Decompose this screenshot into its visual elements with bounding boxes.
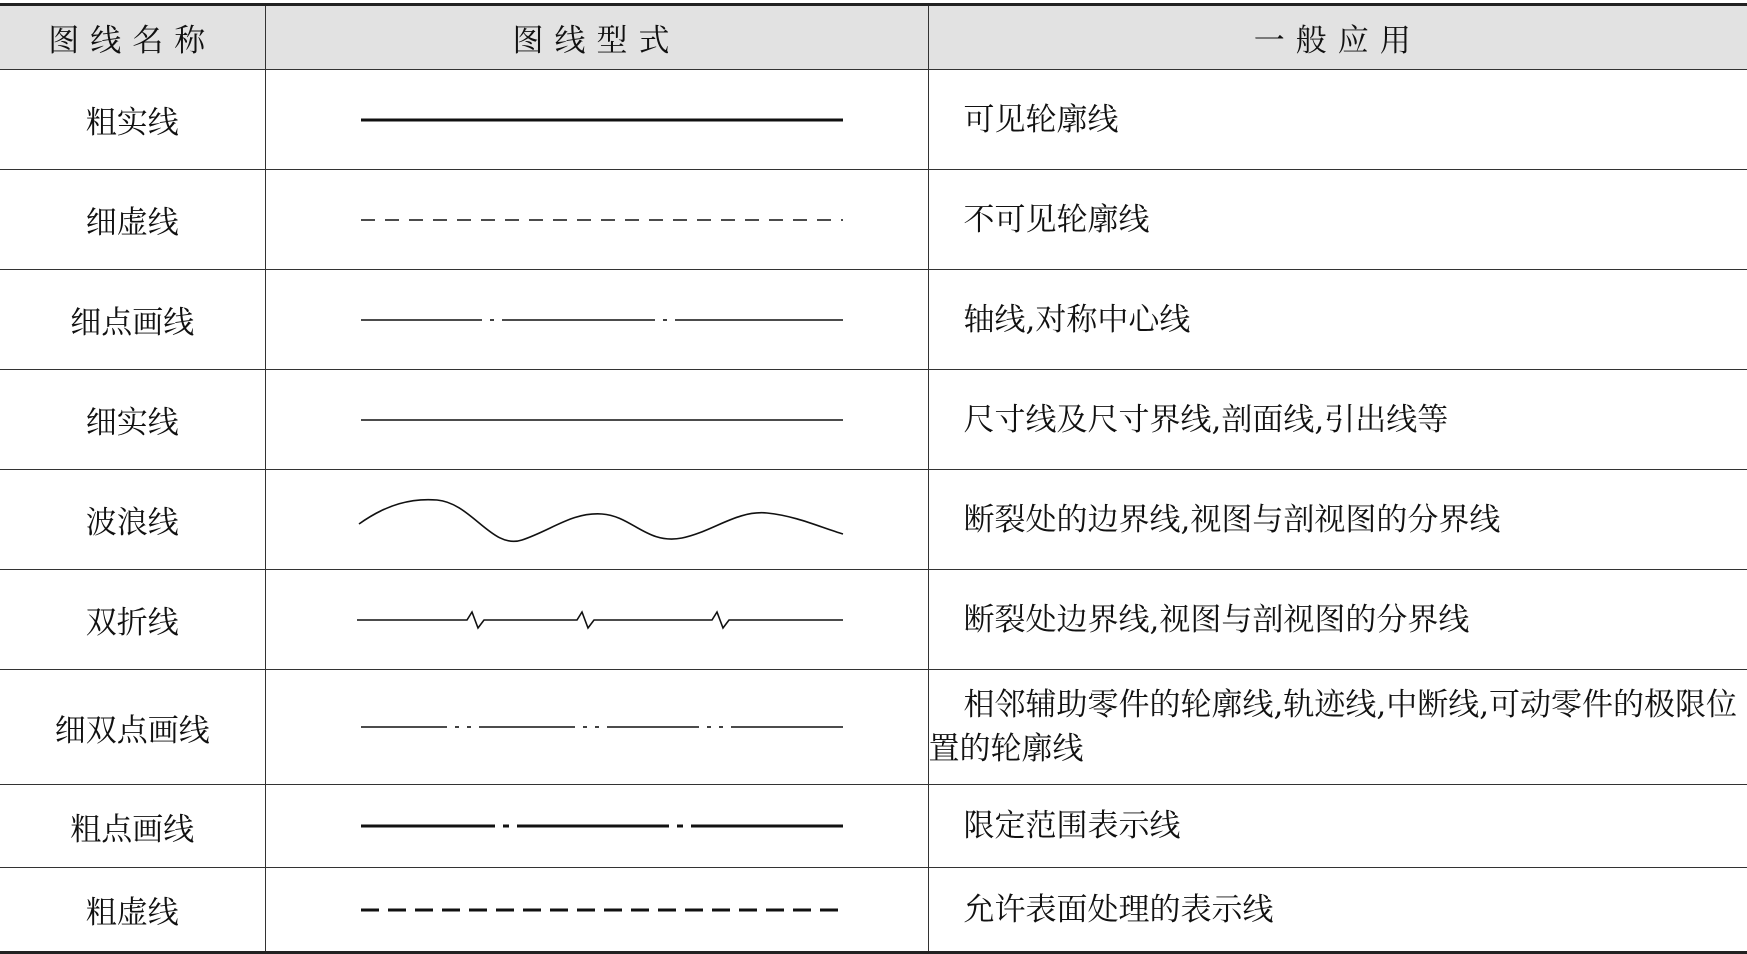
line-name-cell: 粗实线 xyxy=(0,70,265,170)
thick-solid-line-sample xyxy=(347,108,847,132)
line-name-cell: 细虚线 xyxy=(0,170,265,270)
line-name-cell: 粗虚线 xyxy=(0,868,265,953)
table-row xyxy=(0,868,1747,953)
line-pattern-cell xyxy=(265,785,928,868)
table-row xyxy=(0,170,1747,270)
line-name-cell: 双折线 xyxy=(0,570,265,670)
line-pattern-cell xyxy=(265,470,928,570)
line-pattern-cell xyxy=(265,370,928,470)
table-row xyxy=(0,670,1747,785)
line-pattern-cell xyxy=(265,270,928,370)
line-pattern-cell xyxy=(265,570,928,670)
thin-double-dash-dot-line-sample xyxy=(347,715,847,739)
table-row xyxy=(0,270,1747,370)
thick-dashed-line-sample xyxy=(347,898,847,922)
header-general-usage: 一般应用 xyxy=(928,5,1747,70)
table-row xyxy=(0,370,1747,470)
table-row xyxy=(0,785,1747,868)
line-types-table xyxy=(0,3,1747,954)
usage-cell: 不可见轮廓线 xyxy=(928,170,1747,270)
thin-dash-dot-line-sample xyxy=(347,308,847,332)
header-line-pattern: 图线型式 xyxy=(265,5,928,70)
thick-dash-dot-line-sample xyxy=(347,814,847,838)
wavy-line-sample xyxy=(347,490,847,550)
line-pattern-cell xyxy=(265,170,928,270)
line-name-cell: 粗点画线 xyxy=(0,785,265,868)
table-row xyxy=(0,70,1747,170)
usage-cell: 相邻辅助零件的轮廓线,轨迹线,中断线,可动零件的极限位置的轮廓线 xyxy=(928,670,1747,785)
usage-cell: 轴线,对称中心线 xyxy=(928,270,1747,370)
line-name-cell: 细点画线 xyxy=(0,270,265,370)
line-pattern-cell xyxy=(265,70,928,170)
table-row xyxy=(0,470,1747,570)
usage-cell: 允许表面处理的表示线 xyxy=(928,868,1747,953)
line-pattern-cell xyxy=(265,670,928,785)
line-name-cell: 细实线 xyxy=(0,370,265,470)
line-name-cell: 波浪线 xyxy=(0,470,265,570)
table-row xyxy=(0,570,1747,670)
usage-cell: 断裂处的边界线,视图与剖视图的分界线 xyxy=(928,470,1747,570)
line-name-cell: 细双点画线 xyxy=(0,670,265,785)
usage-cell: 可见轮廓线 xyxy=(928,70,1747,170)
line-pattern-cell xyxy=(265,868,928,953)
thin-dashed-line-sample xyxy=(347,208,847,232)
zigzag-break-line-sample xyxy=(347,600,847,640)
table-header-row xyxy=(0,5,1747,70)
usage-cell: 尺寸线及尺寸界线,剖面线,引出线等 xyxy=(928,370,1747,470)
usage-cell: 断裂处边界线,视图与剖视图的分界线 xyxy=(928,570,1747,670)
usage-cell: 限定范围表示线 xyxy=(928,785,1747,868)
header-line-name: 图线名称 xyxy=(0,5,265,70)
thin-solid-line-sample xyxy=(347,408,847,432)
